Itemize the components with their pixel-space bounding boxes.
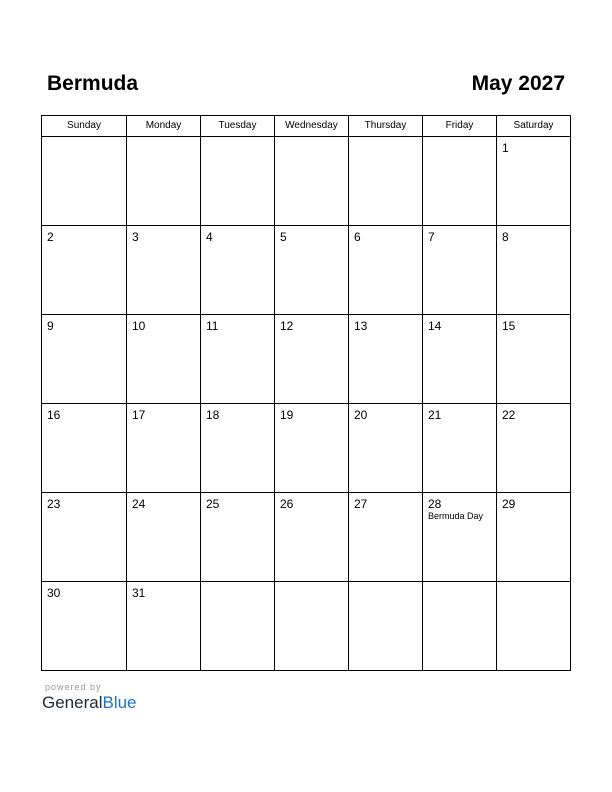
- day-cell: [127, 226, 201, 315]
- day-number: 16: [47, 408, 61, 422]
- day-cell: [349, 315, 423, 404]
- day-number: 7: [428, 230, 435, 244]
- day-cell: [349, 493, 423, 582]
- day-cell: [127, 582, 201, 671]
- day-number: [349, 137, 422, 141]
- day-cell: [423, 404, 497, 493]
- day-number: 3: [132, 230, 139, 244]
- day-number: 17: [132, 408, 146, 422]
- day-cell: [42, 404, 127, 493]
- day-cell: [497, 404, 571, 493]
- day-cell: [42, 582, 127, 671]
- week-row: [42, 404, 571, 493]
- week-row: [42, 493, 571, 582]
- day-number: [275, 137, 348, 141]
- day-number: 9: [47, 319, 54, 333]
- month-calendar-grid: [41, 115, 571, 671]
- day-cell: [423, 137, 497, 226]
- day-number: 2: [47, 230, 54, 244]
- week-row: [42, 137, 571, 226]
- day-cell: [349, 226, 423, 315]
- day-number: 1: [502, 141, 509, 155]
- brand-blue-text: Blue: [102, 693, 137, 712]
- day-cell: [423, 582, 497, 671]
- day-cell: [201, 493, 275, 582]
- day-cell: [127, 315, 201, 404]
- day-cell: [349, 582, 423, 671]
- day-number: 14: [428, 319, 442, 333]
- weekday-header: Tuesday: [201, 116, 275, 137]
- day-number: 10: [132, 319, 146, 333]
- day-number: [423, 137, 496, 141]
- day-cell: [497, 582, 571, 671]
- day-cell: [127, 404, 201, 493]
- day-cell: [275, 226, 349, 315]
- day-cell: [497, 493, 571, 582]
- day-number: 30: [47, 586, 61, 600]
- day-number: 12: [280, 319, 294, 333]
- day-number: 23: [47, 497, 61, 511]
- day-cell: [201, 404, 275, 493]
- day-cell: [423, 315, 497, 404]
- day-number: 6: [354, 230, 361, 244]
- day-number: 20: [354, 408, 368, 422]
- day-cell: [423, 226, 497, 315]
- day-number: [201, 137, 274, 141]
- weekday-header-row: [42, 116, 571, 137]
- day-cell: [42, 493, 127, 582]
- day-number: [497, 582, 570, 586]
- weekday-header: Friday: [423, 116, 497, 137]
- weekday-header: Monday: [127, 116, 201, 137]
- day-number: 24: [132, 497, 146, 511]
- powered-by-text: powered by: [45, 682, 102, 692]
- day-cell: [42, 137, 127, 226]
- day-cell: [42, 226, 127, 315]
- day-number: [275, 582, 348, 586]
- day-number: 15: [502, 319, 516, 333]
- weekday-header: Thursday: [349, 116, 423, 137]
- day-cell: [275, 582, 349, 671]
- week-row: [42, 315, 571, 404]
- day-number: 5: [280, 230, 287, 244]
- brand-general-text: General: [42, 693, 103, 712]
- day-cell: [349, 404, 423, 493]
- day-number: 28: [428, 497, 442, 511]
- weekday-header: Sunday: [42, 116, 127, 137]
- day-cell: [127, 137, 201, 226]
- day-cell: [275, 137, 349, 226]
- day-cell: [497, 315, 571, 404]
- week-row: [42, 582, 571, 671]
- day-number: 8: [502, 230, 509, 244]
- calendar-country-title: Bermuda: [47, 72, 139, 95]
- day-number: 27: [354, 497, 368, 511]
- day-number: 19: [280, 408, 294, 422]
- day-cell: [423, 493, 497, 582]
- weekday-header: Wednesday: [275, 116, 349, 137]
- day-number: 18: [206, 408, 220, 422]
- day-cell: [497, 226, 571, 315]
- day-cell: [127, 493, 201, 582]
- day-number: 21: [428, 408, 442, 422]
- day-number: 29: [502, 497, 516, 511]
- day-number: 4: [206, 230, 213, 244]
- day-cell: [42, 315, 127, 404]
- day-cell: [275, 315, 349, 404]
- day-cell: [275, 404, 349, 493]
- day-cell: [201, 226, 275, 315]
- day-number: [42, 137, 126, 141]
- day-number: 13: [354, 319, 368, 333]
- day-number: 31: [132, 586, 146, 600]
- week-row: [42, 226, 571, 315]
- generalblue-logo[interactable]: [42, 693, 137, 713]
- day-cell: [201, 315, 275, 404]
- day-number: 11: [206, 319, 219, 333]
- day-cell: [349, 137, 423, 226]
- day-cell: [201, 582, 275, 671]
- weekday-header: Saturday: [497, 116, 571, 137]
- holiday-label: Bermuda Day: [428, 511, 484, 521]
- day-number: [423, 582, 496, 586]
- day-cell: [497, 137, 571, 226]
- day-cell: [275, 493, 349, 582]
- day-number: [201, 582, 274, 586]
- day-number: [127, 137, 200, 141]
- day-number: 26: [280, 497, 294, 511]
- day-number: 22: [502, 408, 516, 422]
- day-cell: [201, 137, 275, 226]
- calendar-month-title: May 2027: [471, 72, 565, 95]
- day-number: 25: [206, 497, 220, 511]
- day-number: [349, 582, 422, 586]
